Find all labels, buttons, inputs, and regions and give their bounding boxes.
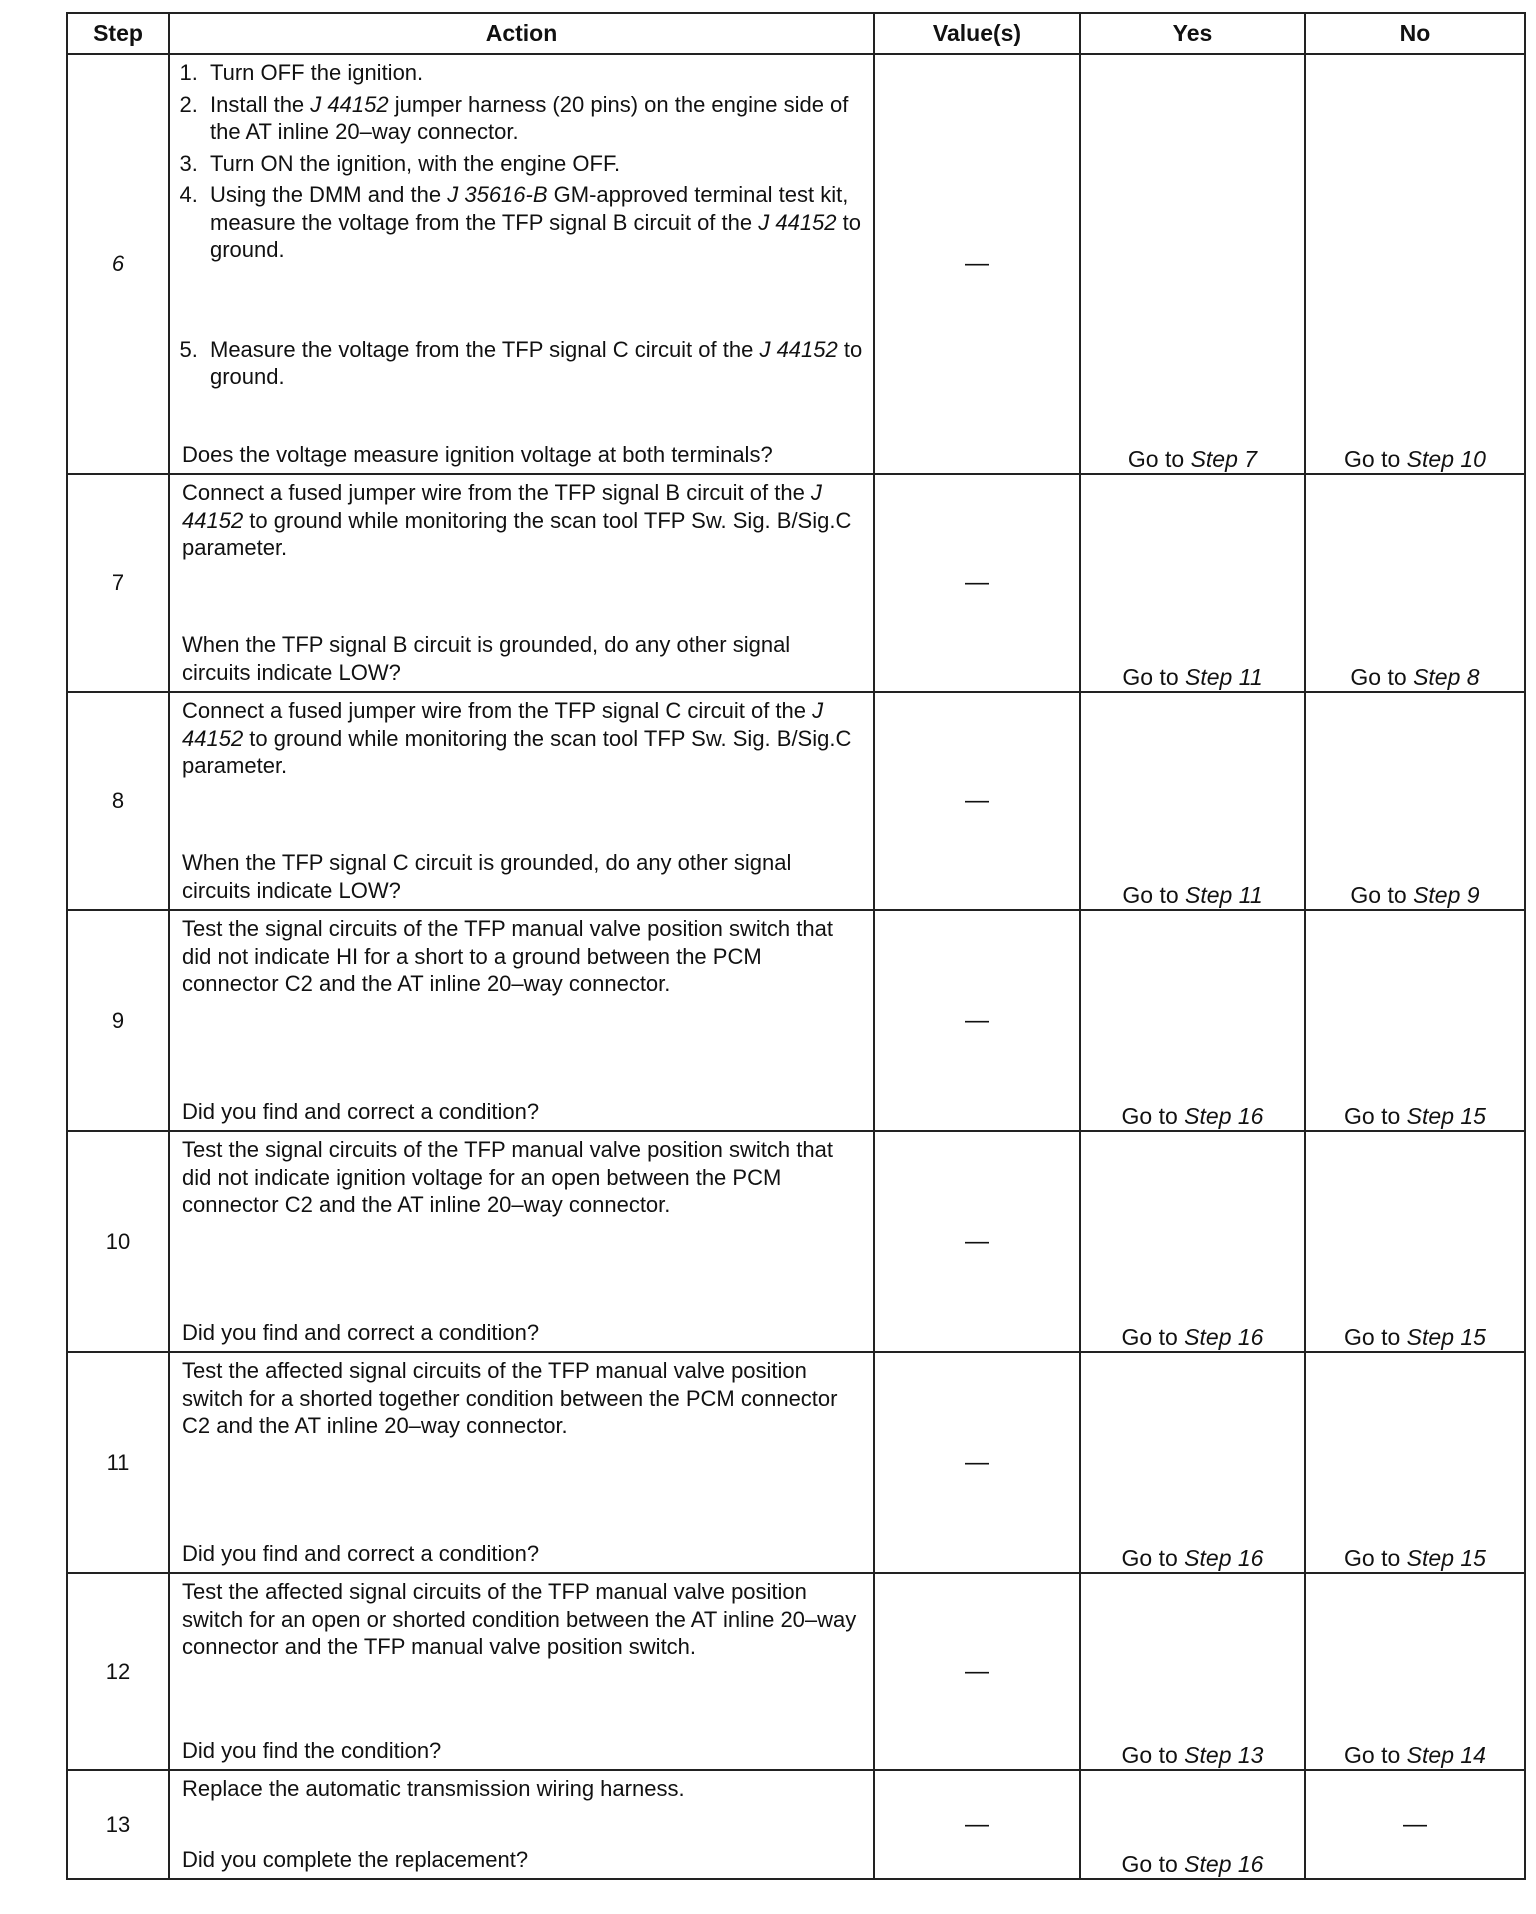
- yes-goto-link[interactable]: Step 16: [1184, 1851, 1264, 1877]
- action-text: Test the affected signal circuits of the TFP manual valve position switch for a shorted together condition between the PCM connector C2 and the AT inline 20–way connector.: [182, 1358, 838, 1438]
- action-cell: [169, 1131, 874, 1352]
- value-cell: —: [874, 1131, 1080, 1352]
- yes-goto-link[interactable]: Step 11: [1185, 882, 1263, 908]
- yes-cell: [1080, 1573, 1305, 1770]
- tool-ref: J 35616-B: [447, 182, 548, 207]
- table-row: [67, 910, 1525, 1131]
- goto-prefix: Go to: [1121, 1742, 1178, 1768]
- question-text: Did you find and correct a condition?: [182, 1319, 540, 1345]
- no-goto-link[interactable]: Step 10: [1406, 446, 1486, 472]
- goto-prefix: Go to: [1122, 882, 1179, 908]
- question-text: Did you find and correct a condition?: [182, 1098, 540, 1124]
- action-content: [170, 693, 873, 909]
- tool-ref: J 44152: [182, 480, 822, 533]
- yes-goto-link[interactable]: Step 13: [1184, 1742, 1264, 1768]
- value-cell: —: [874, 910, 1080, 1131]
- goto-prefix: Go to: [1127, 446, 1185, 472]
- step-number: 6: [67, 54, 169, 474]
- table-row: [67, 54, 1525, 474]
- goto-prefix: Go to: [1122, 664, 1179, 690]
- list-item: 2. Install the J 44152 jumper harness (20 pins) on the engine side of the AT inline 20–way connector.: [204, 91, 863, 146]
- yes-cell: [1080, 692, 1305, 910]
- step-number: 13: [67, 1770, 169, 1879]
- table-row: [67, 1352, 1525, 1573]
- goto-prefix: Go to: [1344, 1103, 1401, 1129]
- action-text: Test the signal circuits of the TFP manual valve position switch that did not indicate HI for a short to a ground between the PCM connector C2 and the AT inline 20–way connector.: [182, 916, 833, 996]
- step-number: 8: [67, 692, 169, 910]
- table-row: [67, 474, 1525, 692]
- tool-ref: J 44152: [758, 209, 837, 235]
- no-cell: [1305, 1131, 1525, 1352]
- value-cell: —: [874, 1770, 1080, 1879]
- no-goto-link[interactable]: Step 15: [1406, 1545, 1486, 1571]
- header-action: Action: [169, 13, 874, 54]
- no-cell: [1305, 54, 1525, 474]
- action-cell: [169, 692, 874, 910]
- yes-goto-link[interactable]: Step 16: [1184, 1324, 1264, 1350]
- yes-goto-link[interactable]: Step 11: [1185, 664, 1263, 690]
- header-row: [67, 13, 1525, 54]
- goto-prefix: Go to: [1350, 882, 1407, 908]
- yes-cell: [1080, 1131, 1305, 1352]
- goto-prefix: Go to: [1121, 1851, 1178, 1877]
- goto-prefix: Go to: [1121, 1545, 1178, 1571]
- action-content: [170, 1132, 873, 1351]
- yes-cell: [1080, 474, 1305, 692]
- action-cell: [169, 1352, 874, 1573]
- action-cell: [169, 54, 874, 474]
- action-content: [170, 475, 873, 691]
- value-cell: —: [874, 54, 1080, 474]
- value-cell: —: [874, 1573, 1080, 1770]
- goto-prefix: Go to: [1344, 1324, 1401, 1350]
- no-goto-link[interactable]: Step 8: [1413, 664, 1480, 690]
- list-item: 1. Turn OFF the ignition.: [204, 59, 863, 87]
- action-text: Replace the automatic transmission wiring harness.: [182, 1776, 685, 1801]
- question-text: Did you find the condition?: [182, 1737, 442, 1763]
- action-text: Connect a fused jumper wire from the TFP signal B circuit of the J 44152 to ground while monitoring the scan tool TFP Sw. Sig. B/Sig.C parameter.: [182, 480, 852, 560]
- value-cell: —: [874, 474, 1080, 692]
- no-cell: [1305, 1573, 1525, 1770]
- action-cell: [169, 474, 874, 692]
- value-cell: —: [874, 692, 1080, 910]
- table-row: [67, 1573, 1525, 1770]
- yes-cell: [1080, 910, 1305, 1131]
- question-text: Does the voltage measure ignition voltage at both terminals?: [182, 441, 773, 467]
- yes-cell: [1080, 1770, 1305, 1879]
- question-text: Did you find and correct a condition?: [182, 1540, 540, 1566]
- header-values: Value(s): [874, 13, 1080, 54]
- goto-prefix: Go to: [1121, 1103, 1178, 1129]
- action-cell: [169, 1770, 874, 1879]
- table-row: [67, 1131, 1525, 1352]
- action-text: Test the signal circuits of the TFP manual valve position switch that did not indicate ignition voltage for an open between the PCM connector C2 and the AT inline 20–way connector.: [182, 1137, 833, 1217]
- action-cell: [169, 910, 874, 1131]
- no-cell: [1305, 910, 1525, 1131]
- no-cell: [1305, 1352, 1525, 1573]
- goto-prefix: Go to: [1344, 1545, 1401, 1571]
- yes-cell: [1080, 54, 1305, 474]
- action-content: [170, 1574, 873, 1769]
- no-goto-link[interactable]: Step 9: [1413, 882, 1480, 908]
- list-item: 4. Using the DMM and the J 35616-B GM-approved terminal test kit, measure the voltage from the TFP signal B circuit of the J 44152 to ground.: [204, 181, 863, 264]
- tool-ref: J 44152: [182, 698, 824, 751]
- goto-prefix: Go to: [1344, 1742, 1401, 1768]
- header-step: Step: [67, 13, 169, 54]
- value-cell: —: [874, 1352, 1080, 1573]
- header-no: No: [1305, 13, 1525, 54]
- action-content: [170, 1771, 873, 1878]
- step-number: 7: [67, 474, 169, 692]
- table-row: [67, 1770, 1525, 1879]
- action-steps-list: [182, 59, 863, 395]
- yes-cell: [1080, 1352, 1305, 1573]
- step-number: 9: [67, 910, 169, 1131]
- tool-ref: J 44152: [759, 336, 838, 362]
- no-cell: [1305, 692, 1525, 910]
- no-goto-link[interactable]: Step 14: [1406, 1742, 1486, 1768]
- action-cell: [169, 1573, 874, 1770]
- goto-prefix: Go to: [1121, 1324, 1178, 1350]
- diagnostic-table: [66, 12, 1526, 1880]
- question-text: When the TFP signal C circuit is grounded, do any other signal circuits indicate LOW?: [182, 850, 792, 903]
- action-content: [170, 1353, 873, 1572]
- action-content: [170, 911, 873, 1130]
- no-cell: —: [1305, 1770, 1525, 1879]
- no-cell: [1305, 474, 1525, 692]
- no-goto-link[interactable]: Step 15: [1406, 1103, 1486, 1129]
- step-number: 11: [67, 1352, 169, 1573]
- question-text: Did you complete the replacement?: [182, 1846, 529, 1872]
- action-text: Connect a fused jumper wire from the TFP signal C circuit of the J 44152 to ground while monitoring the scan tool TFP Sw. Sig. B/Sig.C parameter.: [182, 698, 852, 778]
- action-content: [170, 55, 873, 473]
- table-row: [67, 692, 1525, 910]
- tool-ref: J 44152: [310, 91, 389, 117]
- action-text: Test the affected signal circuits of the TFP manual valve position switch for an open or shorted condition between the AT inline 20–way connector and the TFP manual valve position switch.: [182, 1579, 857, 1659]
- step-number: 10: [67, 1131, 169, 1352]
- list-item: 5. Measure the voltage from the TFP signal C circuit of the J 44152 to ground.: [204, 336, 863, 391]
- question-text: When the TFP signal B circuit is grounded, do any other signal circuits indicate LOW?: [182, 632, 791, 685]
- yes-goto-link[interactable]: Step 16: [1184, 1103, 1264, 1129]
- yes-goto-link[interactable]: Step 16: [1184, 1545, 1264, 1571]
- header-yes: Yes: [1080, 13, 1305, 54]
- goto-prefix: Go to: [1350, 664, 1407, 690]
- yes-goto-link[interactable]: Step 7: [1190, 446, 1258, 472]
- no-goto-link[interactable]: Step 15: [1406, 1324, 1486, 1350]
- list-item: 3. Turn ON the ignition, with the engine OFF.: [204, 150, 863, 178]
- goto-prefix: Go to: [1344, 446, 1401, 472]
- step-number: 12: [67, 1573, 169, 1770]
